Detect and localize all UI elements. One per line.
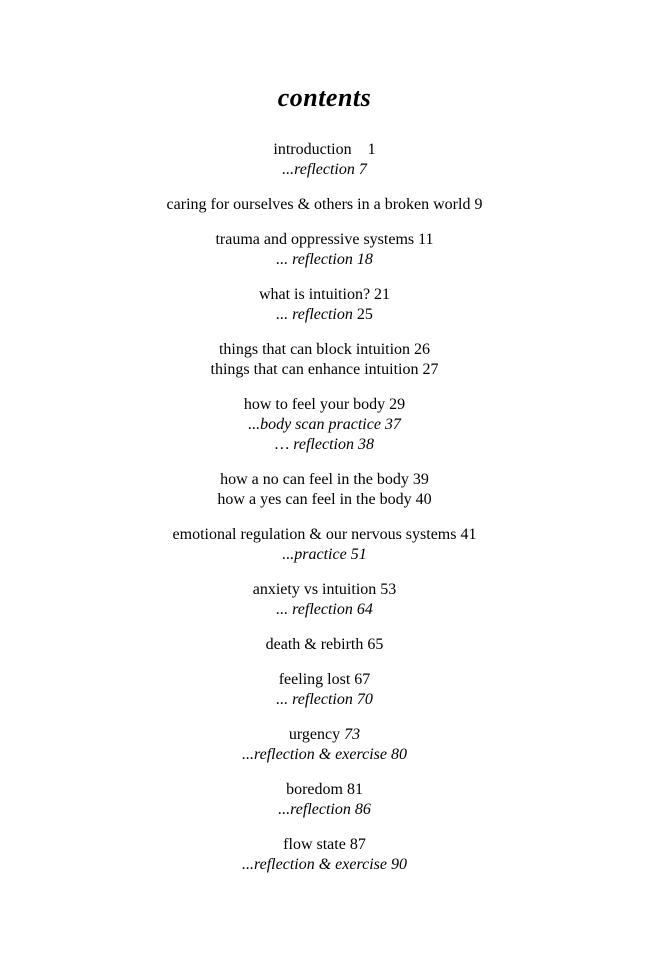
toc-entry-text: things that can block intuition 26	[218, 341, 431, 358]
toc-entry-text: 25	[352, 306, 373, 323]
toc-line	[0, 230, 649, 250]
toc-group	[0, 780, 649, 820]
toc-group	[0, 340, 649, 380]
toc-entry-text: boredom 81	[286, 781, 363, 798]
toc-line	[0, 160, 649, 180]
toc-line	[0, 600, 649, 620]
toc-entry-text-italic: ... reflection 64	[276, 601, 373, 618]
toc-entry-text-italic: ...body scan practice 37	[248, 416, 401, 433]
toc-line	[0, 415, 649, 435]
toc-entry-text-italic: ... reflection	[276, 306, 353, 323]
toc-line	[0, 690, 649, 710]
toc-entry-text: how a yes can feel in the body 40	[217, 491, 432, 508]
toc-line	[0, 670, 649, 690]
toc-entry-text: anxiety vs intuition 53	[252, 581, 397, 598]
toc-group	[0, 725, 649, 765]
toc-line	[0, 470, 649, 490]
toc-entry-text: flow state 87	[283, 836, 366, 853]
toc-group	[0, 470, 649, 510]
toc-entry-text-italic: ...reflection & exercise 80	[242, 746, 407, 763]
toc-line	[0, 395, 649, 415]
toc-entry-text: how a no can feel in the body 39	[220, 471, 429, 488]
toc-entry-text-italic: ...reflection 7	[282, 161, 367, 178]
toc-line	[0, 360, 649, 380]
toc-line	[0, 490, 649, 510]
toc-entry-text-italic: ...reflection & exercise 90	[242, 856, 407, 873]
toc-entry-text-italic: ...reflection 86	[278, 801, 371, 818]
toc-group	[0, 670, 649, 710]
toc-entry-text-italic: ... reflection 70	[276, 691, 373, 708]
toc-group	[0, 395, 649, 455]
toc-line	[0, 250, 649, 270]
toc-line	[0, 195, 649, 215]
toc-group	[0, 835, 649, 875]
toc-line	[0, 855, 649, 875]
toc-entry-text: things that can enhance intuition 27	[210, 361, 439, 378]
toc-entry-text: feeling lost 67	[278, 671, 371, 688]
toc-entry-text: what is intuition? 21	[258, 286, 391, 303]
toc-line	[0, 140, 649, 160]
toc-line	[0, 780, 649, 800]
toc-line	[0, 800, 649, 820]
toc-group	[0, 580, 649, 620]
toc-entry-text: death & rebirth 65	[265, 636, 384, 653]
toc-entry-text-italic: ... reflection 18	[276, 251, 373, 268]
toc-line	[0, 635, 649, 655]
toc-line	[0, 435, 649, 455]
toc-line	[0, 545, 649, 565]
toc-line	[0, 340, 649, 360]
toc-line	[0, 525, 649, 545]
toc-group	[0, 195, 649, 215]
toc-entry-text: introduction 1	[273, 141, 376, 158]
toc-entry-text: urgency	[288, 726, 345, 743]
toc-entry-text: how to feel your body 29	[243, 396, 406, 413]
toc-entry-text-italic: … reflection 38	[275, 436, 374, 453]
toc-list	[0, 140, 649, 875]
toc-line	[0, 745, 649, 765]
toc-line	[0, 285, 649, 305]
toc-group	[0, 525, 649, 565]
toc-entry-text: emotional regulation & our nervous systems 41	[172, 526, 477, 543]
toc-entry-text: caring for ourselves & others in a broken world 9	[166, 196, 483, 213]
toc-group	[0, 230, 649, 270]
page-title: contents	[277, 83, 372, 112]
toc-group	[0, 285, 649, 325]
toc-entry-text-italic: 73	[344, 726, 361, 743]
toc-line	[0, 835, 649, 855]
toc-entry-text: trauma and oppressive systems 11	[215, 231, 434, 248]
toc-group	[0, 140, 649, 180]
toc-line	[0, 725, 649, 745]
toc-line	[0, 580, 649, 600]
toc-entry-text-italic: ...practice 51	[282, 546, 367, 563]
toc-line	[0, 305, 649, 325]
toc-group	[0, 635, 649, 655]
